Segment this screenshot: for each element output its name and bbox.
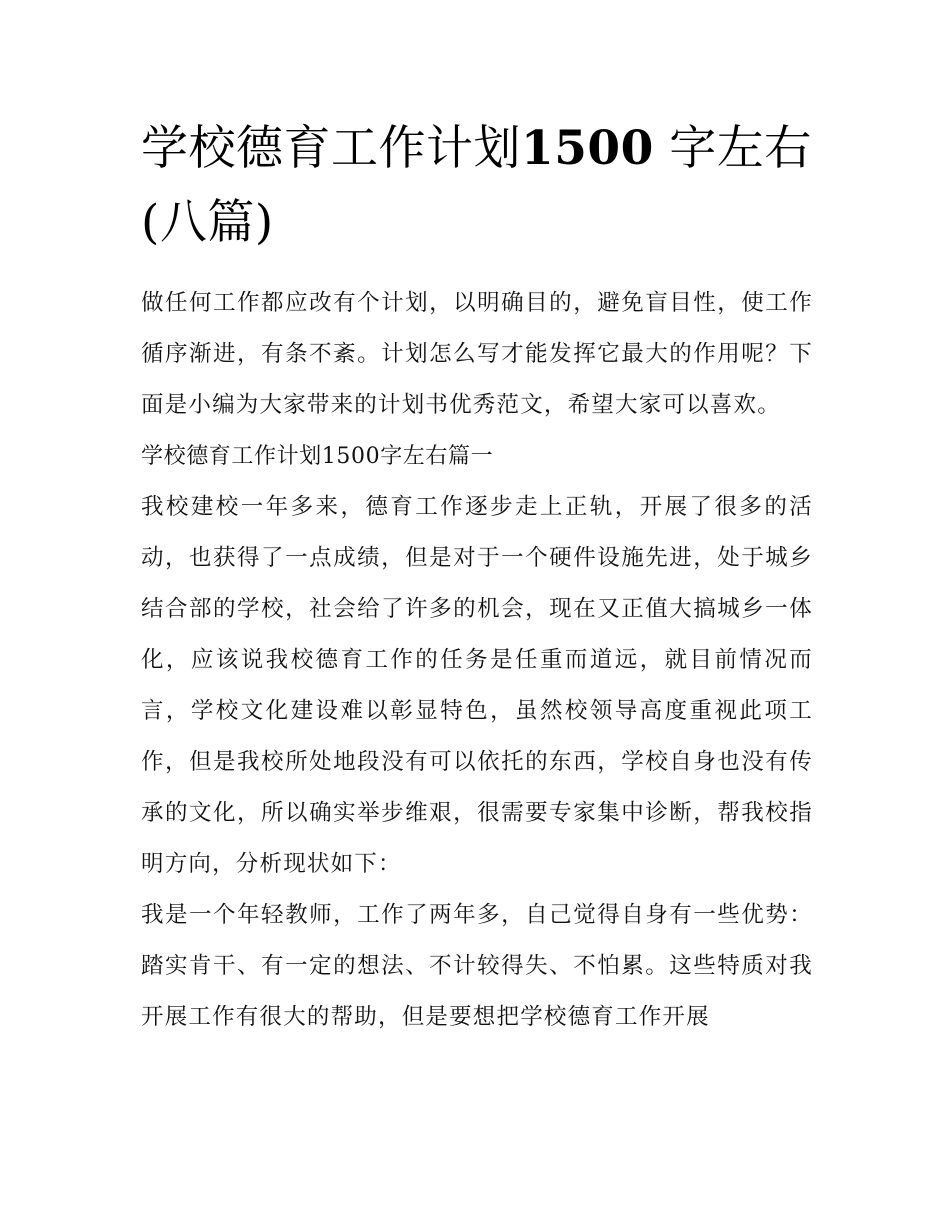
document-title <box>141 112 813 260</box>
document-body <box>141 278 813 1043</box>
title-text-part1: 学校德育工作计划 <box>141 121 521 176</box>
title-number: 1500 <box>521 121 654 176</box>
document-content <box>141 112 813 1043</box>
intro-paragraph: 做任何工作都应改有个计划，以明确目的，避免盲目性，使工作循序渐进，有条不紊。计划怎么写才能发挥它最大的作用呢？下面是小编为大家带来的计划书优秀范文，希望大家可以喜欢。 <box>141 290 813 418</box>
section-heading: 学校德育工作计划1500字左右篇一 <box>141 444 494 469</box>
title-text-part2: 字左右(八篇) <box>141 121 812 250</box>
body-paragraph-2: 我是一个年轻教师，工作了两年多，自己觉得自身有一些优势：踏实肯干、有一定的想法、不计较得失、不怕累。这些特质对我开展工作有很大的帮助，但是要想把学校德育工作开展 <box>141 902 813 1030</box>
body-paragraph-1: 我校建校一年多来，德育工作逐步走上正轨，开展了很多的活动，也获得了一点成绩，但是对于一个硬件设施先进，处于城乡结合部的学校，社会给了许多的机会，现在又正值大搞城乡一体化，应该说我校德育工作的任务是任重而道远，就目前情况而言，学校文化建设难以彰显特色，虽然校领导高度重视此项工作，但是我校所处地段没有可以依托的东西，学校自身也没有传承的文化，所以确实举步维艰，很需要专家集中诊断，帮我校指明方向，分析现状如下： <box>141 494 813 877</box>
